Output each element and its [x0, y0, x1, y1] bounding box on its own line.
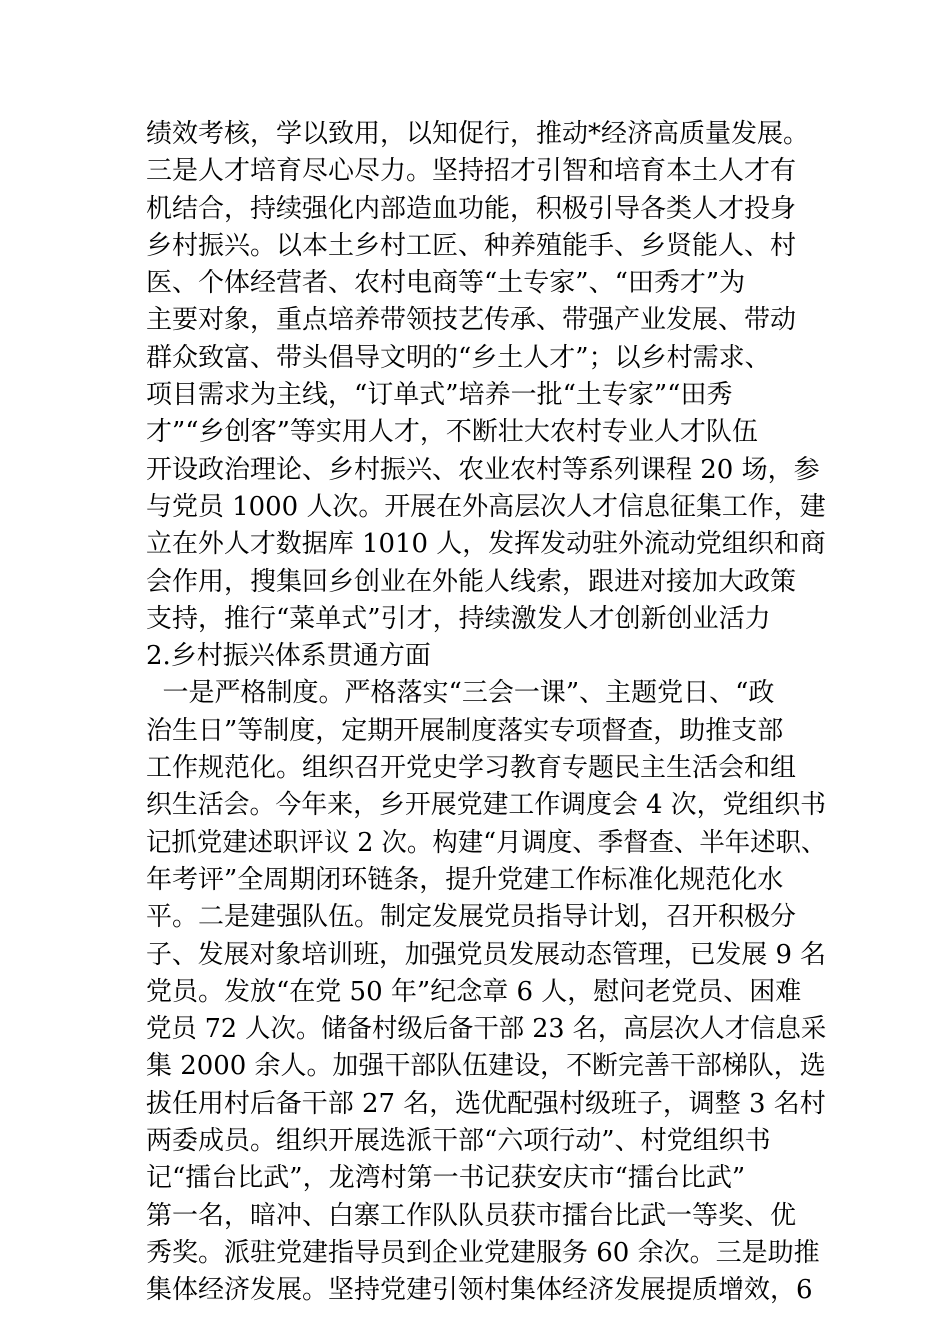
section-heading: 2.乡村振兴体系贯通方面: [146, 641, 431, 672]
text-line: 子、发展对象培训班，加强党员发展动态管理，已发展 9 名: [146, 939, 827, 970]
text-line: 乡村振兴。以本土乡村工匠、种养殖能手、乡贤能人、村: [146, 230, 797, 261]
body-text: [146, 116, 826, 1310]
text-line: 一是严格制度。严格落实“三会一课”、主题党日、“政: [146, 678, 775, 709]
text-line: 与党员 1000 人次。开展在外高层次人才信息征集工作，建: [146, 491, 826, 522]
text-line: 年考评”全周期闭环链条，提升党建工作标准化规范化水: [146, 864, 784, 895]
text-line: 立在外人才数据库 1010 人，发挥发动驻外流动党组织和商: [146, 529, 826, 560]
text-line: 秀奖。派驻党建指导员到企业党建服务 60 余次。三是助推: [146, 1237, 820, 1268]
text-line: 平。二是建强队伍。制定发展党员指导计划，召开积极分: [146, 902, 797, 933]
text-line: 党员 72 人次。储备村级后备干部 23 名，高层次人才信息采: [146, 1014, 827, 1045]
text-line: 治生日”等制度，定期开展制度落实专项督查，助推支部: [146, 715, 784, 746]
text-line: 支持，推行“菜单式”引才，持续激发人才创新创业活力: [146, 603, 771, 634]
text-line: 织生活会。今年来，乡开展党建工作调度会 4 次，党组织书: [146, 790, 827, 821]
text-line: 集 2000 余人。加强干部队伍建设，不断完善干部梯队，选: [146, 1051, 826, 1082]
text-line: 绩效考核，学以致用，以知促行，推动*经济高质量发展。: [146, 119, 810, 149]
text-line: 群众致富、带头倡导文明的“乡土人才”；以乡村需求、: [146, 342, 771, 373]
text-line: 才”“乡创客”等实用人才，不断壮大农村专业人才队伍: [146, 417, 758, 448]
text-line: 集体经济发展。坚持党建引领村集体经济发展提质增效，6: [146, 1275, 813, 1306]
text-line: 项目需求为主线，“订单式”培养一批“土专家”“田秀: [146, 380, 733, 411]
text-line: 开设政治理论、乡村振兴、农业农村等系列课程 20 场，参: [146, 454, 820, 485]
text-line: 会作用，搜集回乡创业在外能人线索，跟进对接加大政策: [146, 566, 797, 597]
text-line: 机结合，持续强化内部造血功能，积极引导各类人才投身: [146, 193, 797, 224]
text-line: 第一名，暗冲、白寨工作队队员获市擂台比武一等奖、优: [146, 1200, 797, 1231]
text-line: 三是人才培育尽心尽力。坚持招才引智和培育本土人才有: [146, 156, 797, 187]
text-line: 医、个体经营者、农村电商等“土专家”、“田秀才”为: [146, 268, 746, 299]
text-line: 两委成员。组织开展选派干部“六项行动”、村党组织书: [146, 1126, 771, 1157]
text-line: 党员。发放“在党 50 年”纪念章 6 人，慰问老党员、困难: [146, 976, 802, 1007]
text-line: 记“擂台比武”，龙湾村第一书记获安庆市“擂台比武”: [146, 1163, 746, 1194]
text-line: 记抓党建述职评议 2 次。构建“月调度、季督查、半年述职、: [146, 827, 827, 858]
text-line: 工作规范化。组织召开党史学习教育专题民主生活会和组: [146, 753, 797, 784]
text-line: 拔任用村后备干部 27 名，选优配强村级班子，调整 3 名村: [146, 1088, 826, 1119]
text-line: 主要对象，重点培养带领技艺传承、带强产业发展、带动: [146, 305, 797, 336]
